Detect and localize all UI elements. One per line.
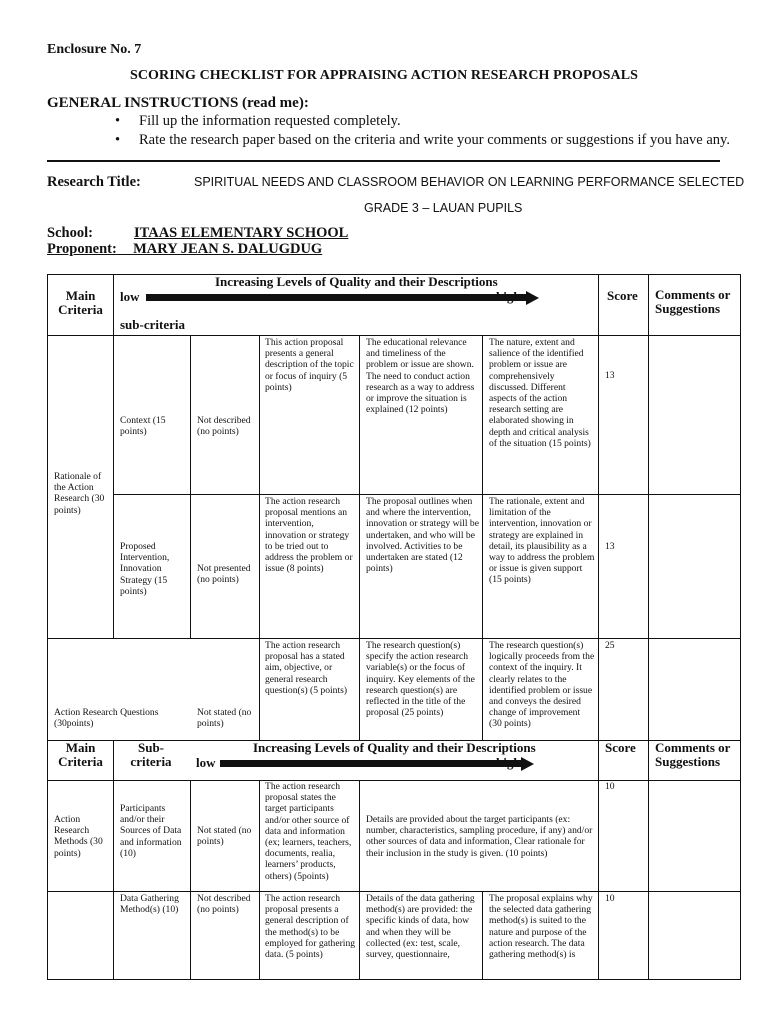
arrow-head-icon [521,757,534,771]
table-border [359,780,360,980]
level0-gathering: Not described (no points) [197,893,251,916]
table-border [47,891,741,892]
table-border [47,780,741,781]
arrow-head-icon [526,291,539,305]
table-border [113,740,114,980]
table-border [47,274,48,980]
table-border [47,335,741,336]
level1-participants: The action research proposal states the target participants and/or other source of data and information (ex; learners, teachers, documents, realia, learners’ products, others) (5points) [265,781,352,882]
sub-criteria-header-2: Sub-criteria [130,740,172,769]
level3-questions: The research question(s) logically proceeds from the context of the inquiry. It clearly relates to the identified problem or issue and conveys the desired change of improvement (30 points) [489,640,595,730]
level1-gathering: The action research proposal presents a general description of the method(s) to be employed for gathering data. (5 points) [265,893,356,961]
main-criteria-methods: Action Research Methods (30 points) [54,814,103,859]
table-border [598,274,599,980]
level1-questions: The action research proposal has a stated aim, objective, or general research question(s) (5 points) [265,640,348,696]
increasing-levels-header: Increasing Levels of Quality and their Descriptions [215,274,498,289]
score-intervention: 13 [605,541,615,552]
table-border [259,780,260,980]
school-value: ITAAS ELEMENTARY SCHOOL [134,225,349,241]
score-context: 13 [605,370,615,381]
comments-header: Comments or Suggestions [655,287,731,316]
research-title-label: Research Title: [47,174,141,190]
table-border [482,335,483,741]
enclosure-label: Enclosure No. 7 [47,42,142,57]
level2-participants: Details are provided about the target participants (ex: number, characteristics, sampling procedure, if any) and/or other sources of data and information, Clear rationale for their inclusion in the study is given. (10 points) [366,814,593,859]
level2-context: The educational relevance and timeliness of the problem or issue are shown. The need to conduct action research as a way to address or improve the situation is explained (12 points) [366,337,475,416]
sub-criteria-context: Context (15 points) [120,415,166,438]
comments-header-2: Comments or Suggestions [655,740,731,769]
sub-criteria-intervention: Proposed Intervention, Innovation Strategy (15 points) [120,541,170,597]
score-header: Score [607,288,638,303]
table-border [47,638,741,639]
school-label: School: [47,225,93,241]
score-gathering: 10 [605,893,615,904]
level0-intervention: Not presented (no points) [197,563,251,586]
instruction-item: • Rate the research paper based on the criteria and write your comments or suggestions if you have any. [115,131,730,150]
table-border [648,274,649,980]
research-title-line-2: GRADE 3 – LAUAN PUPILS [364,201,523,215]
main-criteria-questions: Action Research Questions (30points) [54,707,159,730]
table-border [190,780,191,980]
table-border [113,494,741,495]
level2-questions: The research question(s) specify the action research variable(s) or the focus of inquiry. Key elements of the research question(s) are reflected in the title of the proposal (25 points) [366,640,475,719]
level3-intervention: The rationale, extent and limitation of the intervention, innovation or strategy are explained in detail, its plausibility as a way to address the problem or issue is given support (15 points) [489,496,595,586]
table-border [47,979,741,980]
sub-criteria-gathering: Data Gathering Method(s) (10) [120,893,179,916]
general-instructions-heading: GENERAL INSTRUCTIONS (read me): [47,95,309,111]
level3-gathering: The proposal explains why the selected data gathering method(s) is suited to the nature and purpose of the action research. The data gathering method(s) is [489,893,593,961]
proponent-value: MARY JEAN S. DALUGDUG [115,241,323,257]
table-border [113,335,114,639]
quality-arrow [146,294,526,301]
level0-context: Not described (no points) [197,415,251,438]
main-criteria-header: Main Criteria [58,288,103,317]
level0-participants: Not stated (no points) [197,825,252,848]
level1-intervention: The action research proposal mentions an intervention, innovation or strategy to be tried out to address the problem or issue (8 points) [265,496,353,575]
table-border [740,274,741,980]
proponent-label: Proponent: [47,241,117,257]
research-title-line-1: SPIRITUAL NEEDS AND CLASSROOM BEHAVIOR ON LEARNING PERFORMANCE SELECTED [194,175,745,189]
sub-criteria-header: sub-criteria [120,317,185,332]
main-criteria-rationale: Rationale of the Action Research (30 points) [54,471,105,516]
score-header-2: Score [605,740,636,755]
table-border [259,335,260,741]
low-label-2: low [196,755,216,770]
low-label: low [120,289,140,304]
table-border [359,335,360,741]
sub-criteria-participants: Participants and/or their Sources of Data and information (10) [120,803,182,859]
level3-context: The nature, extent and salience of the identified problem or issue are comprehensively discussed. Different aspects of the action research setting are elaborated showing in depth and critical analysis of the situation (15 points) [489,337,591,449]
document-title: SCORING CHECKLIST FOR APPRAISING ACTION RESEARCH PROPOSALS [129,68,639,83]
instruction-item: • Fill up the information requested completely. [115,112,730,131]
main-criteria-header-2: Main Criteria [58,740,103,769]
table-border [190,335,191,639]
quality-arrow-2 [220,760,521,767]
table-border [113,274,114,336]
table-border [482,891,483,980]
increasing-levels-header-2: Increasing Levels of Quality and their Descriptions [253,740,536,755]
level2-gathering: Details of the data gathering method(s) are provided: the specific kinds of data, how and when they will be collected (ex: test, scale, survey, questionnaire, [366,893,475,961]
level1-context: This action proposal presents a general description of the topic or focus of inquiry (5 points) [265,337,354,393]
level0-questions: Not stated (no points) [197,707,252,730]
score-participants: 10 [605,781,615,792]
level2-intervention: The proposal outlines when and where the intervention, innovation or strategy will be undertaken, and who will be involved. Activities to be undertaken are stated (12 points) [366,496,479,575]
score-questions: 25 [605,640,615,651]
